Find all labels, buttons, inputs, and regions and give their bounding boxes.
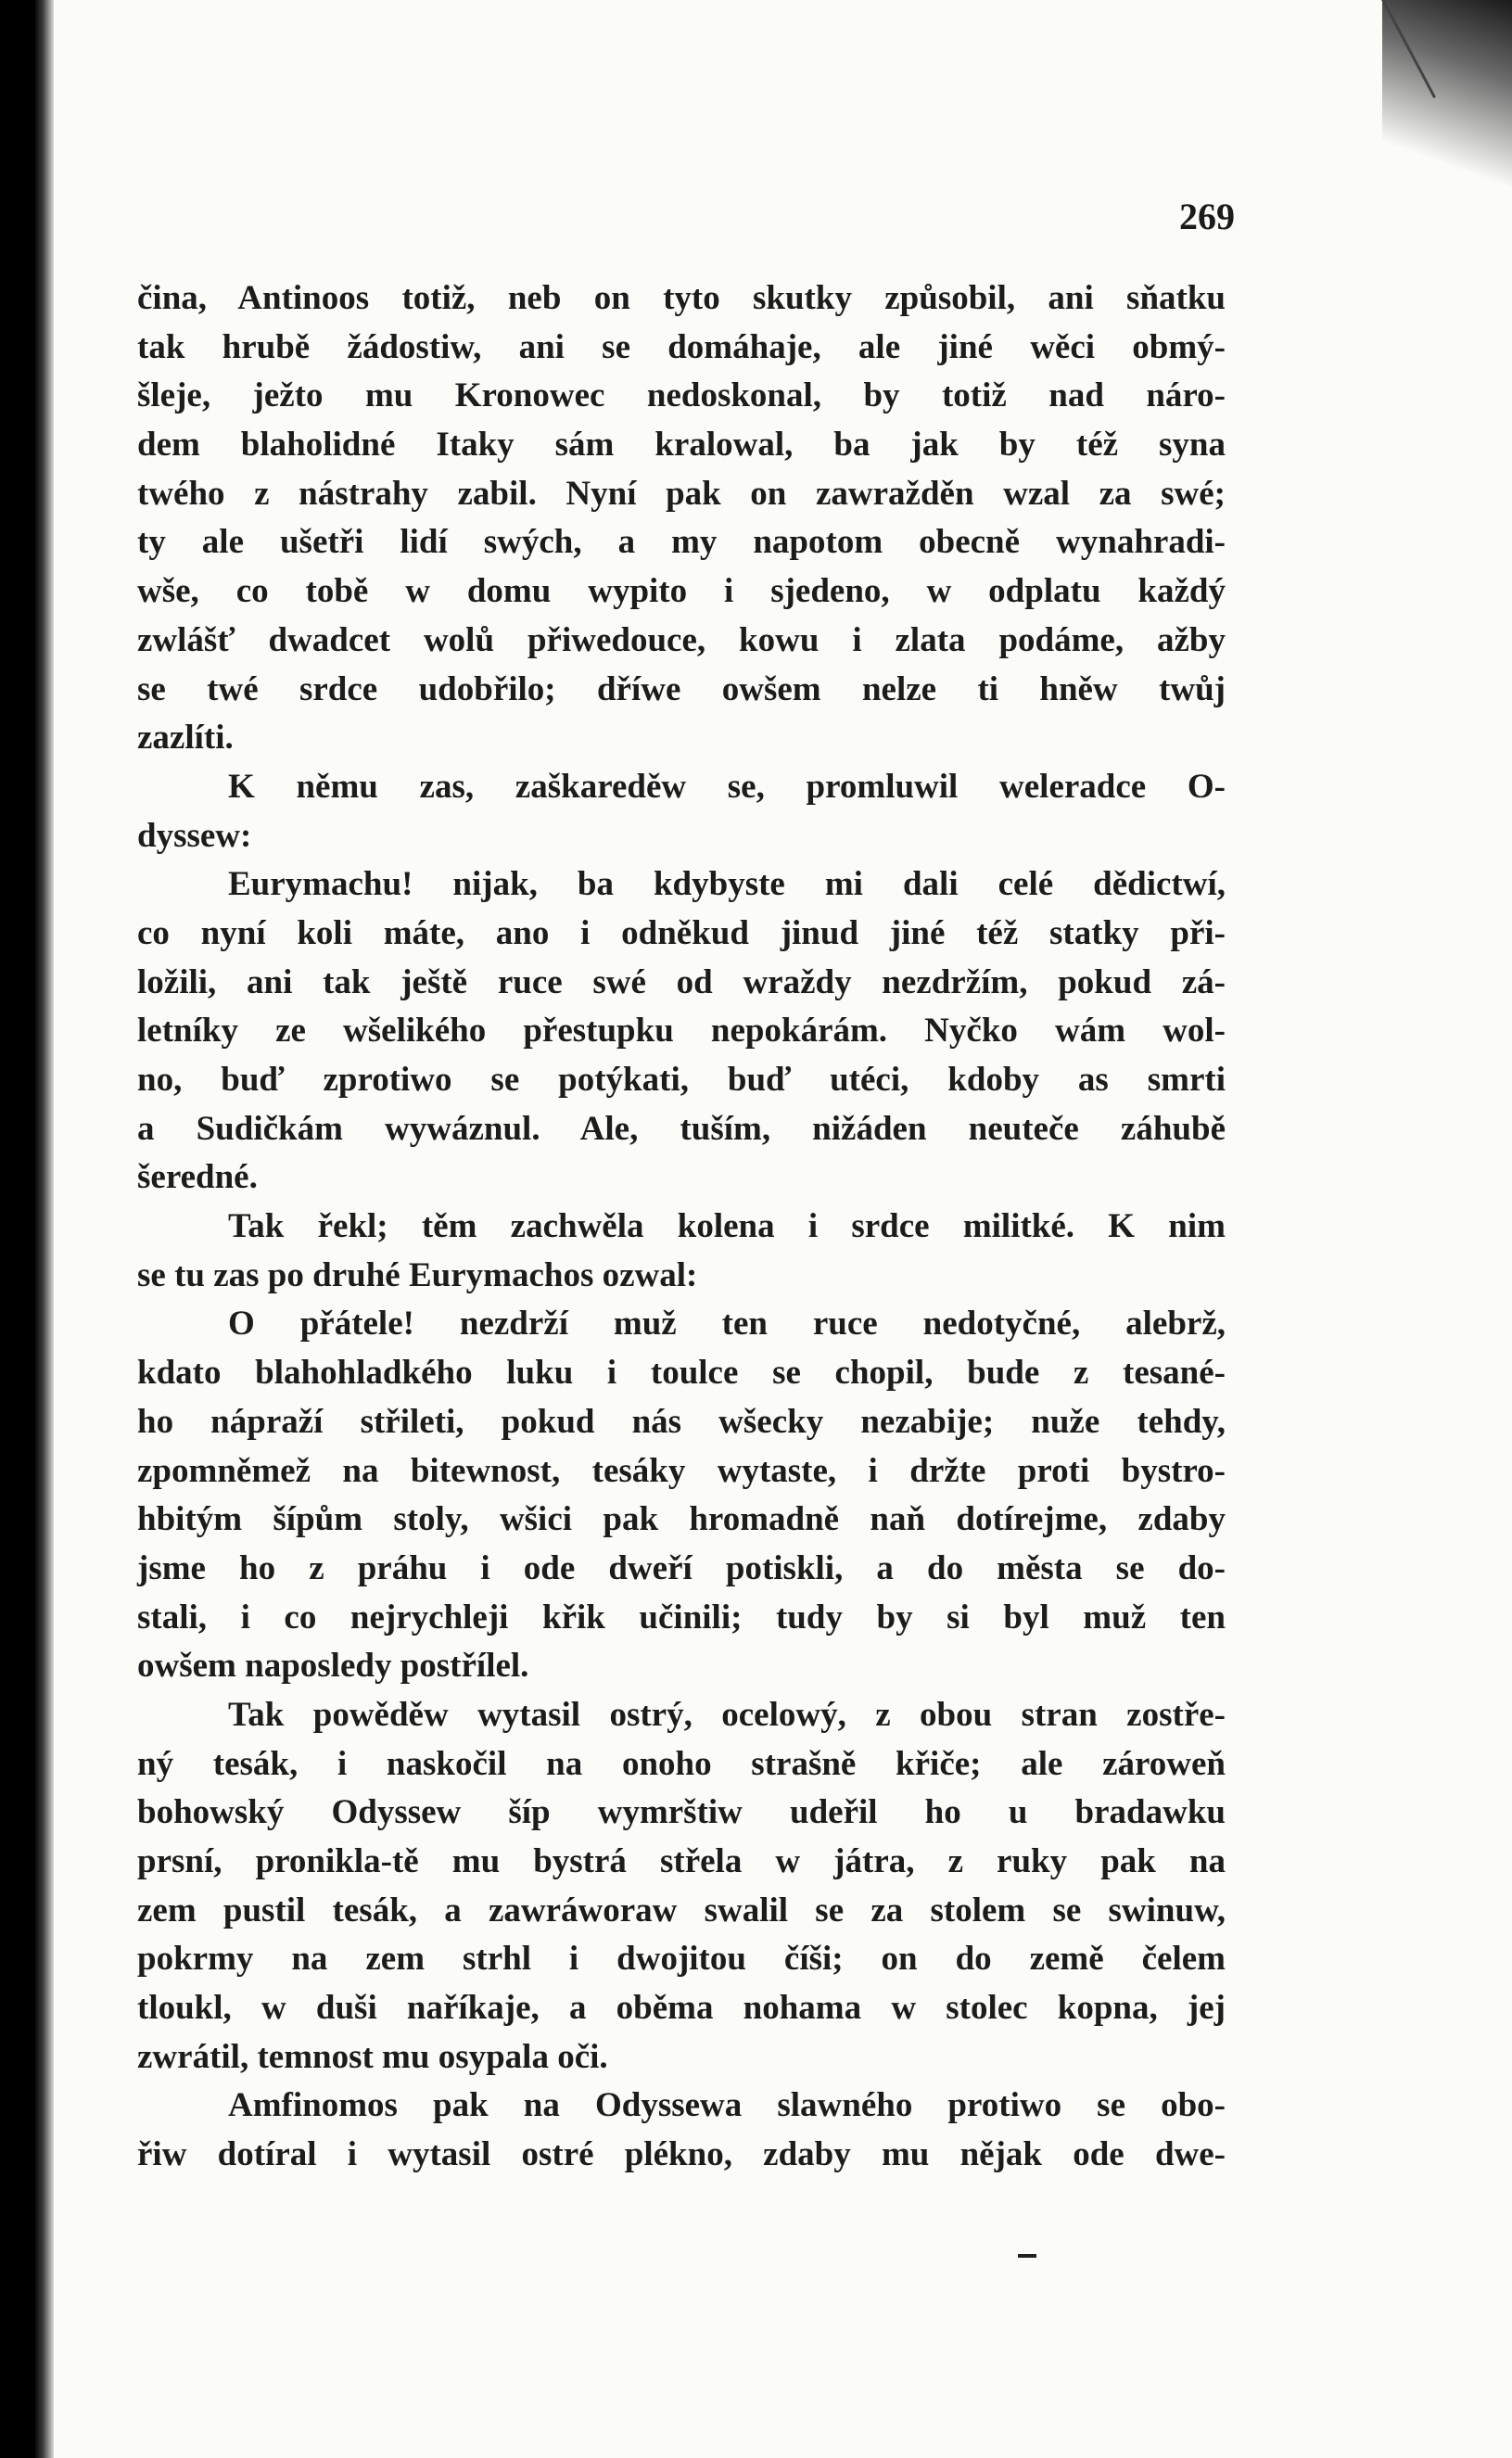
text-line: owšem naposledy postřílel. <box>137 1647 529 1686</box>
page-number: 269 <box>1179 196 1235 237</box>
text-line: twého z nástrahy zabil. Nyní pak on zawražděn wzal za swé; <box>137 474 1226 513</box>
text-line: Eurymachu! nijak, ba kdybyste mi dali celé dědictwí, <box>228 865 1226 904</box>
text-line: co nyní koli máte, ano i odněkud jinud jiné též statky při- <box>137 913 1226 952</box>
text-line: no, buď zprotiwo se potýkati, buď utéci, kdoby as smrti <box>137 1061 1226 1099</box>
text-line: Amfinomos pak na Odyssewa slawného protiwo se obo- <box>228 2086 1226 2125</box>
text-line: letníky ze wšelikého přestupku nepokárám. Nyčko wám wol- <box>137 1012 1226 1051</box>
text-line: stali, i co nejrychleji křik učinili; tudy by si byl muž ten <box>137 1598 1226 1637</box>
text-line: dyssew: <box>137 816 252 855</box>
text-line: hbitým šípům stoly, wšici pak hromadně naň dotírejme, zdaby <box>137 1500 1226 1539</box>
text-line: tloukl, w duši naříkaje, a oběma nohama w stolec kopna, jej <box>137 1989 1226 2028</box>
text-line: wše, co tobě w domu wypito i sjedeno, w odplatu každý <box>137 572 1226 611</box>
text-line: šeredné. <box>137 1158 258 1197</box>
text-line: a Sudičkám wywáznul. Ale, tuším, nižáden neuteče záhubě <box>137 1109 1226 1148</box>
text-line: zem pustil tesák, a zawráworaw swalil se za stolem se swinuw, <box>137 1891 1226 1929</box>
text-line: bohowský Odyssew šíp wymrštiw udeřil ho u bradawku <box>137 1793 1226 1832</box>
text-line: Tak powěděw wytasil ostrý, ocelowý, z obou stran zostře- <box>228 1695 1226 1734</box>
text-line: jsme ho z práhu i ode dweří potiskli, a do města se do- <box>137 1548 1226 1587</box>
text-line: šleje, ježto mu Kronowec nedoskonal, by totiž nad náro- <box>137 376 1226 415</box>
text-line: zpomněmež na bitewnost, tesáky wytaste, i držte proti bystro- <box>137 1451 1226 1490</box>
page-footer-mark <box>1018 2254 1036 2258</box>
text-line: zwlášť dwadcet wolů přiwedouce, kowu i zlata podáme, ažby <box>137 620 1226 659</box>
text-line: ho nápraží střileti, pokud nás wšecky nezabije; nuže tehdy, <box>137 1402 1226 1441</box>
text-line: zazlíti. <box>137 719 234 758</box>
text-line: ložili, ani tak ještě ruce swé od wraždy nezdržím, pokud zá- <box>137 962 1226 1001</box>
text-line: čina, Antinoos totiž, neb on tyto skutky způsobil, ani sňatku <box>137 279 1226 317</box>
text-line: zwrátil, temnost mu osypala oči. <box>137 2037 608 2076</box>
text-line: dem blaholidné Itaky sám kralowal, ba jak by též syna <box>137 426 1226 465</box>
binding-edge <box>35 0 54 2458</box>
text-line: O přátele! nezdrží muž ten ruce nedotyčné, alebrž, <box>228 1305 1226 1344</box>
text-line: se tu zas po druhé Eurymachos ozwal: <box>137 1255 698 1294</box>
text-line: K němu zas, zaškareděw se, promluwil weleradce O- <box>228 767 1226 806</box>
text-line: kdato blahohladkého luku i toulce se chopil, bude z tesané- <box>137 1354 1226 1393</box>
text-line: Tak řekl; těm zachwěla kolena i srdce militké. K nim <box>228 1207 1226 1246</box>
text-line: pokrmy na zem strhl i dwojitou číši; on do země čelem <box>137 1940 1226 1979</box>
text-line: ný tesák, i naskočil na onoho strašně křiče; ale zároweň <box>137 1744 1226 1783</box>
text-line: prsní, pronikla-tě mu bystrá střela w játra, z ruky pak na <box>137 1842 1226 1880</box>
text-line: tak hrubě žádostiw, ani se domáhaje, ale jiné wěci obmý- <box>137 327 1226 366</box>
body-text <box>137 274 1226 2180</box>
text-line: řiw dotíral i wytasil ostré plékno, zdaby mu nějak ode dwe- <box>137 2135 1226 2174</box>
text-line: ty ale ušetři lidí swých, a my napotom obecně wynahradi- <box>137 523 1226 562</box>
text-line: se twé srdce udobřilo; dříwe owšem nelze ti hněw twůj <box>137 669 1226 708</box>
